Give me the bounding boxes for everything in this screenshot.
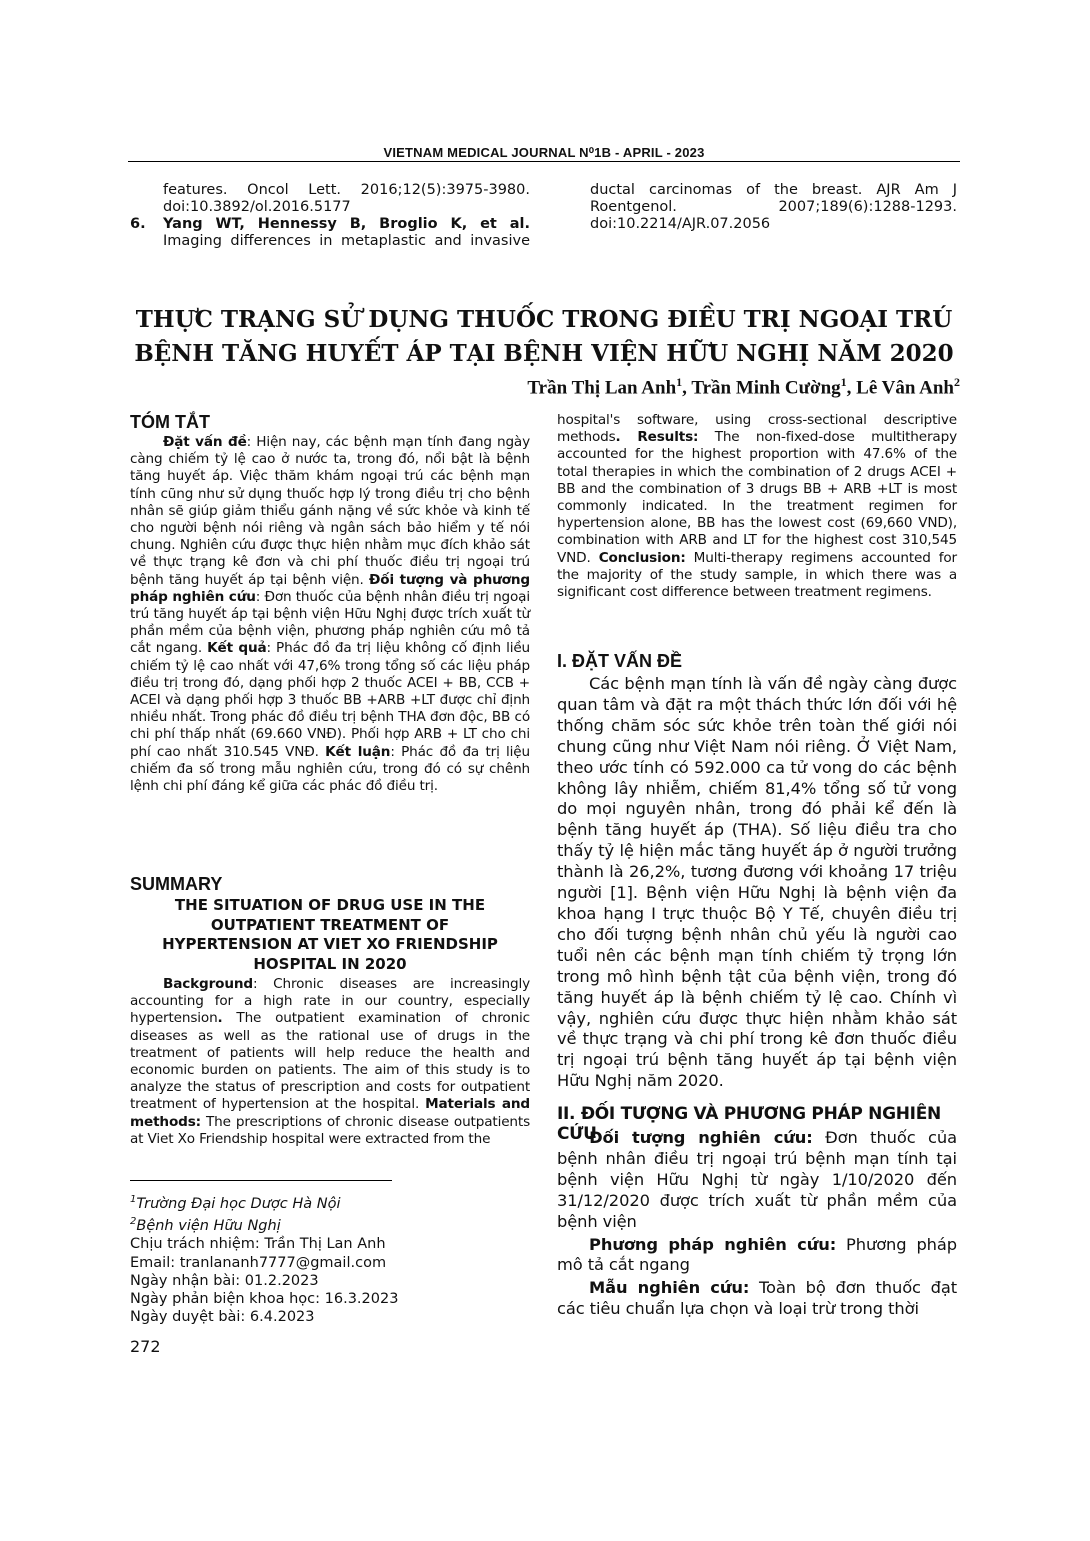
corresponding-email: Email: tranlananh7777@gmail.com	[130, 1254, 387, 1271]
page-number: 272	[130, 1337, 161, 1356]
study-subjects-text: Đơn thuốc của bệnh nhân điều trị ngoại trú bệnh mạn tính tại bệnh viện Hữu Nghị từ ngày 1/10/2020 đến 31/12/2020 được trích xuất từ phần mềm của bệnh viện	[557, 1128, 957, 1231]
summary-body	[130, 976, 530, 1148]
study-sample-text: Toàn bộ đơn thuốc đạt các tiêu chuẩn lựa chọn và loại trừ trong thời	[557, 1278, 957, 1319]
affiliation-2-mark: 2	[130, 1216, 137, 1228]
affiliation-1-mark: 1	[130, 1194, 137, 1205]
title-line1: THỰC TRẠNG SỬ DỤNG THUỐC TRONG ĐIỀU TRỊ NGOẠI TRÚ	[135, 306, 953, 333]
abstract-vi-paragraph	[130, 434, 530, 795]
study-method-label: Phương pháp nghiên cứu:	[589, 1234, 837, 1254]
conclusion-en-text: Multi-therapy regimens accounted for the majority of the study sample, in which there was a significant cost difference between treatment regimens.	[557, 549, 957, 601]
section-1-heading: I. ĐẶT VẤN ĐỀ	[557, 651, 683, 671]
title-line2: BỆNH TĂNG HUYẾT ÁP TẠI BỆNH VIỆN HỮU NGHỊ NĂM 2020	[134, 340, 954, 367]
study-sample	[557, 1278, 957, 1320]
footnotes	[130, 1191, 530, 1327]
reference-list-left	[130, 182, 530, 250]
ref6-text: Imaging differences in metaplastic and invasive	[163, 233, 530, 249]
conclusion-en-label: Conclusion:	[598, 549, 686, 566]
methods-text: : Đơn thuốc của bệnh nhân điều trị ngoại trú tăng huyết áp tại bệnh viện Hữu Nghị được trích xuất từ phần mềm của bệnh viện, phương pháp nghiên cứu mô tả cắt ngang.	[130, 588, 530, 657]
author-2-affiliation: 1	[840, 375, 847, 389]
author-list	[400, 375, 960, 399]
author-separator: ,	[846, 377, 857, 399]
affiliation-2	[130, 1213, 530, 1235]
background-period: .	[217, 1010, 223, 1027]
results-text: : Phác đồ đa trị liệu không cố định liều chiếm tỷ lệ cao nhất với 47,6% trong tổng số các liệu pháp điều trị trong đó, dạng phối hợp 2 thuốc ACEI + BB, CCB + ACEI và dạng phối hợp 3 thuốc BB +ARB +LT được chỉ định nhiều nhất. Trong phác đồ điều trị bệnh THA đơn độc, BB có chi phí thấp nhất (69.660 VNĐ). Phối hợp ARB + LT cho chi phí cao nhất 310.545 VNĐ.	[130, 640, 531, 760]
abstract-vi-body	[130, 434, 530, 795]
summary-body-continued	[557, 412, 957, 601]
study-subjects	[557, 1128, 957, 1233]
author-separator: ,	[682, 377, 692, 399]
author-3-affiliation: 2	[954, 375, 960, 389]
section-2-heading: II. ĐỐI TƯỢNG VÀ PHƯƠNG PHÁP NGHIÊN CỨU	[557, 1104, 941, 1144]
materials-methods-text: hospital's software, using cross-sectional descriptive methods	[557, 412, 957, 446]
summary-paragraph-continued	[557, 412, 957, 601]
author-1: Trần Thị Lan Anh	[527, 377, 677, 399]
ref5-continuation-line2: doi:10.3892/ol.2016.5177	[163, 199, 351, 215]
ref6-authors: Yang WT, Hennessy B, Broglio K, et al.	[163, 216, 530, 232]
materials-methods-label: Materials and methods:	[130, 1096, 531, 1130]
results-label: Kết quả	[207, 640, 267, 657]
summary-title-line1: THE SITUATION OF DRUG USE IN THE	[174, 896, 486, 914]
author-2: Trần Minh Cường	[691, 377, 841, 399]
study-method-text: Phương pháp mô tả cắt ngang	[557, 1234, 958, 1275]
affiliation-1-text: Trường Đại học Dược Hà Nội	[136, 1195, 341, 1212]
methods-period: .	[615, 429, 621, 446]
study-sample-label: Mẫu nghiên cứu:	[589, 1278, 750, 1298]
study-method	[557, 1235, 957, 1277]
bg-label: Đặt vấn đề	[163, 434, 247, 450]
background-label: Background	[163, 976, 253, 992]
summary-title-line3: HYPERTENSION AT VIET XO FRIENDSHIP	[162, 935, 498, 953]
running-head: VIETNAM MEDICAL JOURNAL N⁰1B - APRIL - 2023	[383, 145, 705, 160]
summary-paragraph	[130, 976, 530, 1148]
section-2-body	[557, 1128, 957, 1320]
summary-title	[130, 896, 530, 974]
results-en-text: The non-fixed-dose multitherapy accounted for the highest proportion with 47.6% of the total therapies in which the combination of 2 drugs ACEI + BB and the combination of 3 drugs BB + ARB +LT is most commonly indicated. In the treatment regimen for hypertension alone, BB has the lowest cost (69,660 VND), combination with ARB and LT for the highest cost 310,545 VND.	[557, 429, 957, 566]
section-1-paragraph: Các bệnh mạn tính là vấn đề ngày càng được quan tâm và đặt ra một thách thức lớn đối với hệ thống chăm sóc sức khỏe trên toàn thế giới nói chung cũng như Việt Nam nói riêng. Ở Việt Nam, theo ước tính có 592.000 ca tử vong do các bệnh không lây nhiễm, chiếm 81,4% tổng số tử vong do mọi nguyên nhân, trong đó phải kể đến là bệnh tăng huyết áp (THA). Số liệu điều tra cho thấy tỷ lệ hiện mắc tăng huyết áp ở người trưởng thành là 26,2%, tương đương với khoảng 17 triệu người [1]. Bệnh viện Hữu Nghị là bệnh viện đa khoa hạng I trực thuộc Bộ Y Tế, chuyên điều trị cho đối tượng bệnh nhân chủ yếu là người cao tuổi nên các bệnh mạn tính chiếm tỷ trọng lớn trong mô hình bệnh tật của bệnh viện, trong đó tăng huyết áp là bệnh chiếm tỷ lệ cao. Chính vì vậy, nghiên cứu được thực hiện nhằm khảo sát về thực trạng và chi phí trong kê đơn thuốc điều trị ngoại trú bệnh tăng huyết áp tại bệnh viện Hữu Nghị năm 2020.	[557, 674, 957, 1091]
study-subjects-label: Đối tượng nghiên cứu:	[589, 1128, 813, 1147]
summary-heading: SUMMARY	[130, 874, 223, 894]
header-rule	[128, 161, 960, 162]
date-accepted: Ngày duyệt bài: 6.4.2023	[130, 1309, 315, 1326]
author-3: Lê Vân Anh	[856, 377, 954, 399]
article-title	[130, 303, 958, 371]
bg-text: : Hiện nay, các bệnh mạn tính đang ngày càng chiếm tỷ lệ cao ở nước ta, trong đó, nổi bật là bệnh tăng huyết áp. Việc thăm khám ngoại trú các bệnh mạn tính cũng như sử dụng thuốc hợp lý trong điều trị cho bệnh nhân sẽ giúp giảm thiểu gánh nặng về sức khỏe và kinh tế cho người bệnh nói riêng và ngân sách bảo hiểm y tế nói chung. Nghiên cứu được thực hiện nhằm mục đích khảo sát về thực trạng kê đơn và chi phí thuốc điều trị ngoại trú bệnh tăng huyết áp tại bệnh viện.	[130, 434, 530, 588]
ref6-number: 6.	[130, 216, 146, 232]
ref5-continuation-line1: features. Oncol Lett. 2016;12(5):3975-3980.	[163, 182, 530, 198]
results-en-label: Results:	[620, 429, 699, 446]
affiliation-2-text: Bệnh viện Hữu Nghị	[136, 1217, 281, 1234]
date-reviewed: Ngày phản biện khoa học: 16.3.2023	[130, 1291, 399, 1308]
methods-label: Đối tượng và phương pháp nghiên cứu	[130, 571, 530, 605]
ref6	[130, 216, 530, 250]
section-1-body	[557, 674, 957, 1092]
date-received: Ngày nhận bài: 01.2.2023	[130, 1272, 319, 1289]
conclusion-text: : Phác đồ đa trị liệu chiếm đa số trong mẫu nghiên cứu, trong đó có sự chênh lệnh chi phí đáng kể giữa các phác đồ điều trị.	[130, 743, 530, 795]
background-text-2: The outpatient examination of chronic diseases as well as the rational use of drugs in the treatment of patients will help reduce the health and economic burden on patients. The aim of this study is to analyze the status of prescription and costs for outpatient treatment of hypertension at the hospital.	[130, 1010, 530, 1113]
abstract-vi-heading: TÓM TẮT	[130, 412, 210, 432]
summary-title-line2: OUTPATIENT TREATMENT OF	[210, 915, 450, 934]
background-text: : Chronic diseases are increasingly accounting for a high rate in our country, especially hypertension	[130, 976, 530, 1027]
affiliation-1	[130, 1191, 530, 1213]
footnote-rule	[130, 1180, 392, 1181]
materials-methods-text-part1: The prescriptions of chronic disease outpatients at Viet Xo Friendship hospital were extracted from the	[130, 1113, 530, 1147]
conclusion-label: Kết luận	[325, 743, 391, 760]
ref6-continuation: ductal carcinomas of the breast. AJR Am J Roentgenol. 2007;189(6):1288-1293. doi:10.2214/AJR.07.2056	[590, 182, 957, 232]
summary-title-line4: HOSPITAL IN 2020	[253, 954, 407, 973]
corresponding-author: Chịu trách nhiệm: Trần Thị Lan Anh	[130, 1236, 386, 1253]
author-1-affiliation: 1	[676, 375, 683, 389]
